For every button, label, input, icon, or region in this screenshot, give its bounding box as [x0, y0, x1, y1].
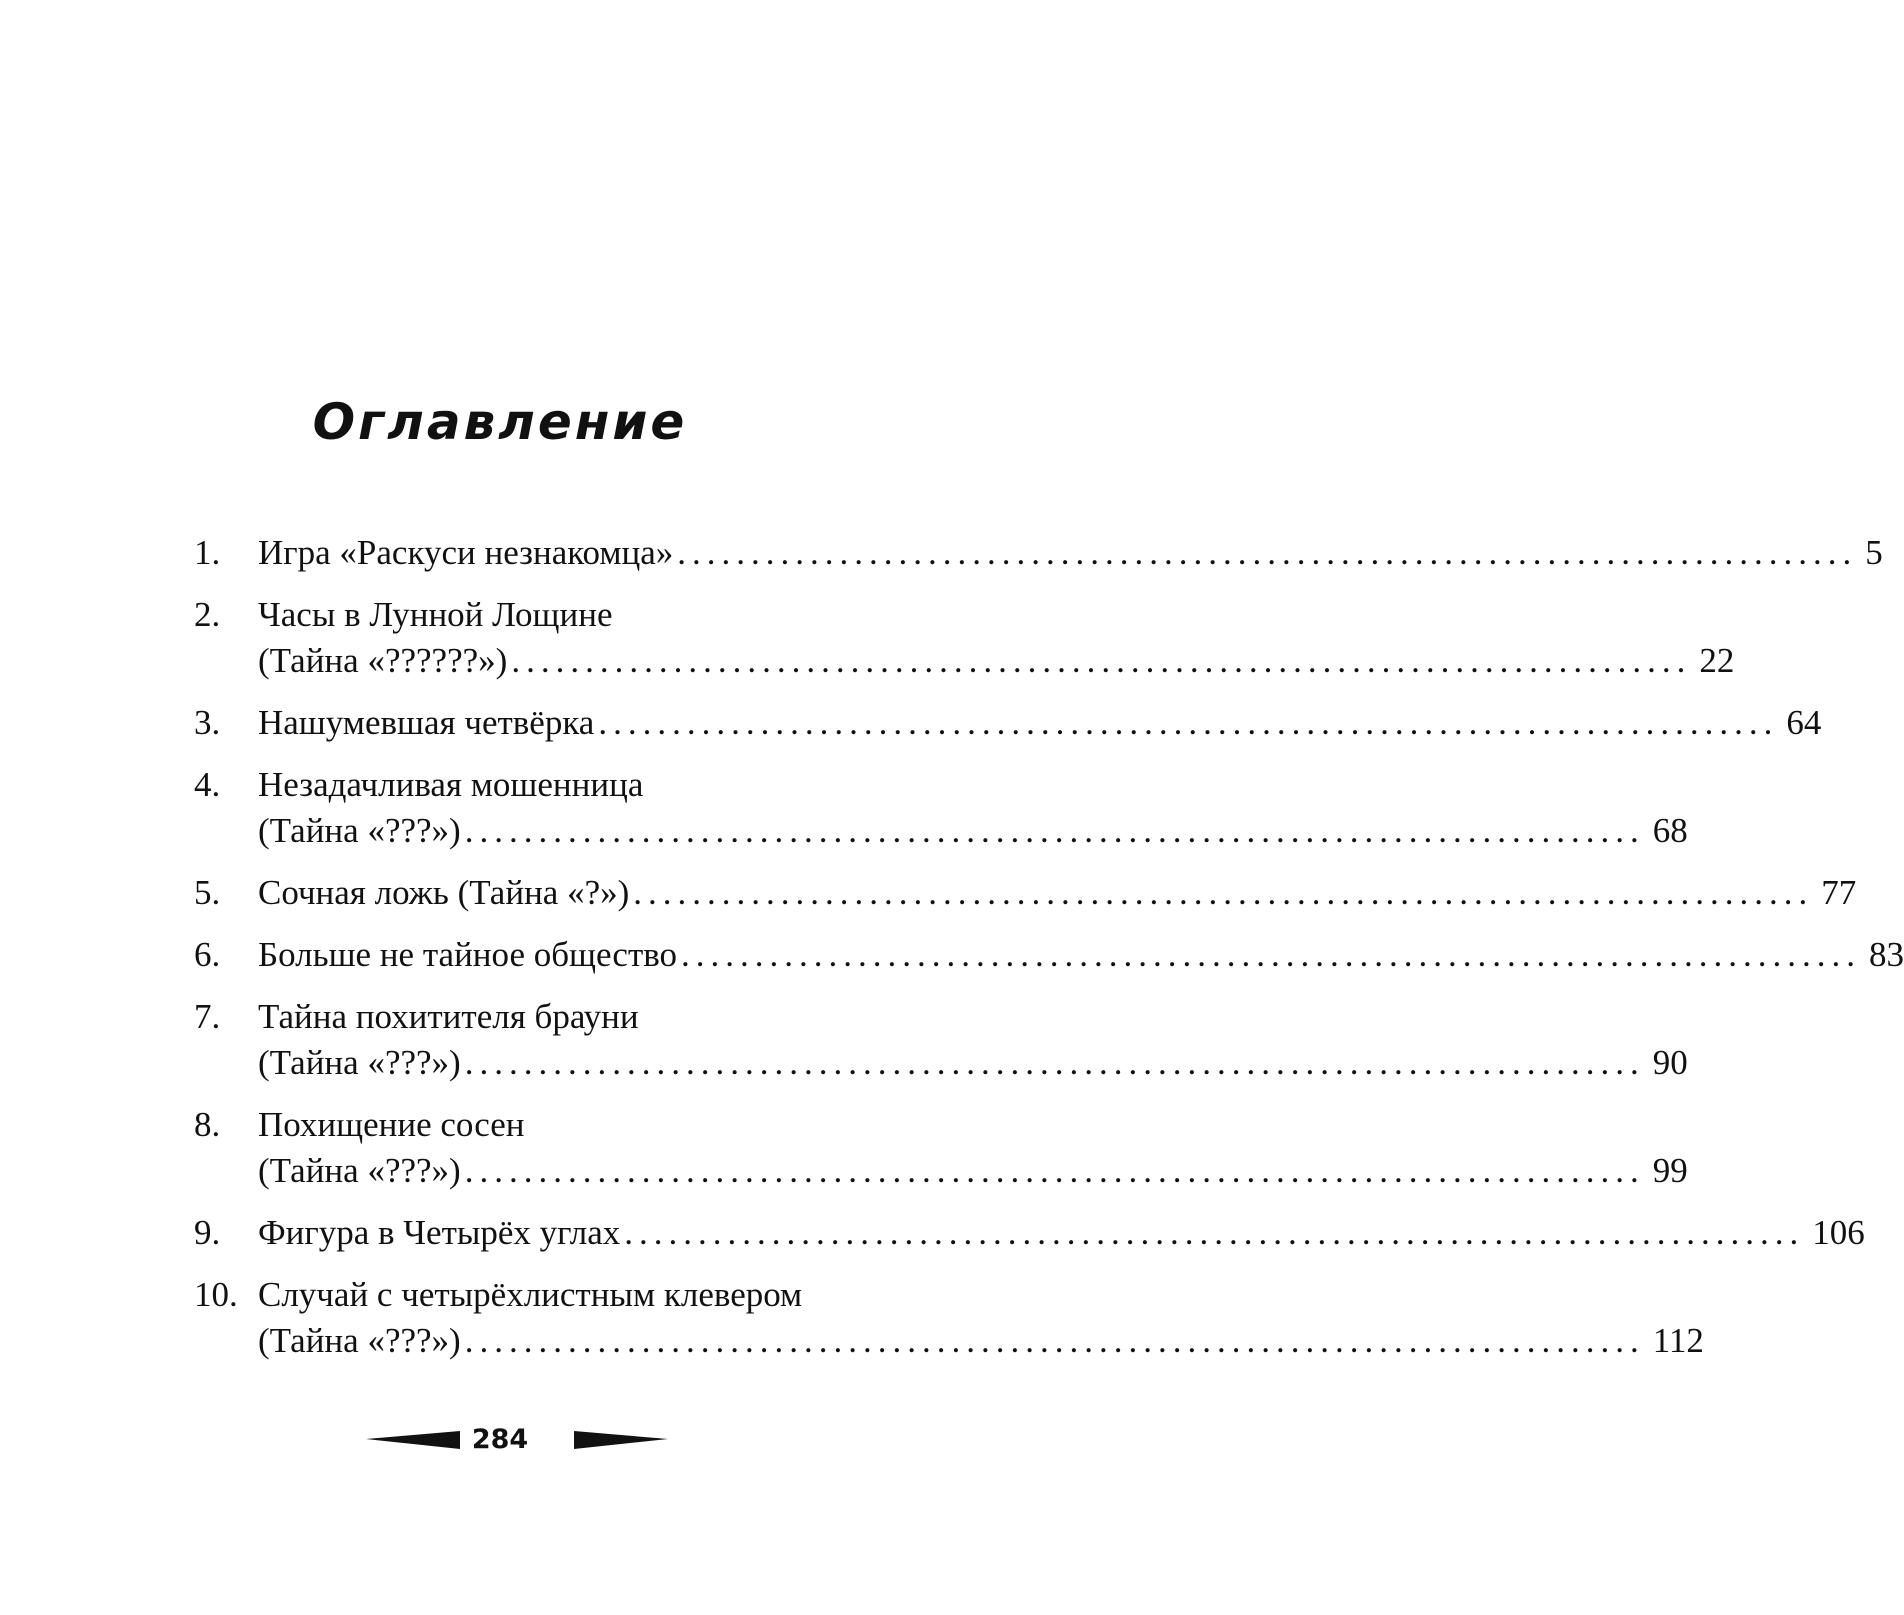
toc-entry-title: Случай с четырёхлистным клевером	[258, 1275, 803, 1314]
toc-entry-page: 90	[1652, 1043, 1688, 1082]
page-number: 284	[471, 1424, 529, 1455]
toc-entry-title: Игра «Раскуси незнакомца»	[258, 533, 674, 572]
dot-leader: ................................................................................	[624, 1213, 1805, 1252]
dot-leader: ................................................................................	[464, 811, 1645, 850]
toc-entry-line	[258, 994, 874, 1040]
toc-entry-title: Тайна похитителя брауни	[258, 997, 639, 1036]
toc-entry-page: 83	[1869, 935, 1904, 974]
toc-entry-line	[258, 638, 1735, 684]
toc-entry-title: Сочная ложь (Тайна «?»)	[258, 873, 630, 912]
dot-leader: ................................................................................	[464, 1151, 1645, 1190]
toc-entry-line	[258, 870, 1857, 916]
toc-entry-title: (Тайна «???»)	[258, 1321, 461, 1360]
page-title: Оглавление	[312, 393, 688, 451]
dot-leader: ................................................................................	[464, 1043, 1645, 1082]
toc-entry-page: 68	[1652, 811, 1688, 850]
toc-entry-page: 64	[1786, 703, 1822, 742]
toc-entry	[194, 1102, 1688, 1194]
toc-entry-page: 99	[1652, 1151, 1688, 1190]
toc-entry	[194, 870, 1857, 916]
toc-entry-line	[258, 808, 1688, 854]
toc-entry-number: 5.	[194, 873, 221, 912]
dot-leader: ................................................................................	[511, 641, 1692, 680]
toc-entry-page: 112	[1652, 1321, 1704, 1360]
toc-entry-line	[258, 932, 1904, 978]
toc-entry	[194, 530, 1883, 576]
dot-leader: ................................................................................	[681, 935, 1862, 974]
toc-entry-line	[258, 530, 1883, 576]
toc-entry-line	[258, 592, 874, 638]
page-footer	[0, 1420, 1000, 1460]
dot-leader: ................................................................................	[677, 533, 1858, 572]
toc-entry-number: 2.	[194, 595, 221, 634]
dot-leader: ................................................................................	[633, 873, 1814, 912]
toc-entry-title: (Тайна «??????»)	[258, 641, 508, 680]
toc-entry-number: 9.	[194, 1213, 221, 1252]
toc-entry	[194, 1272, 1704, 1364]
toc-entry-number: 7.	[194, 997, 221, 1036]
table-of-contents	[194, 530, 1904, 1380]
toc-entry-number: 10.	[194, 1275, 238, 1314]
dot-leader: ................................................................................	[464, 1321, 1645, 1360]
toc-entry-page: 77	[1821, 873, 1857, 912]
toc-entry	[194, 994, 1688, 1086]
right-ornament-icon	[574, 1431, 668, 1449]
toc-entry-number: 8.	[194, 1105, 221, 1144]
toc-entry-line	[258, 1272, 874, 1318]
toc-entry-page: 5	[1865, 533, 1883, 572]
toc-entry	[194, 1210, 1865, 1256]
toc-entry-number: 1.	[194, 533, 221, 572]
toc-entry-number: 3.	[194, 703, 221, 742]
toc-entry-title: Фигура в Четырёх углах	[258, 1213, 621, 1252]
toc-entry	[194, 592, 1735, 684]
toc-entry-line	[258, 1318, 1704, 1364]
toc-entry	[194, 700, 1822, 746]
toc-entry-title: Похищение сосен	[258, 1105, 525, 1144]
toc-entry-title: (Тайна «???»)	[258, 1043, 461, 1082]
dot-leader: ................................................................................	[598, 703, 1779, 742]
toc-entry-number: 4.	[194, 765, 221, 804]
toc-entry-page: 22	[1699, 641, 1735, 680]
toc-entry-line	[258, 700, 1822, 746]
toc-entry-line	[258, 1102, 874, 1148]
toc-entry-title: Незадачливая мошенница	[258, 765, 644, 804]
toc-entry-title: (Тайна «???»)	[258, 1151, 461, 1190]
toc-entry-line	[258, 1040, 1688, 1086]
toc-entry-page: 106	[1812, 1213, 1865, 1252]
toc-entry-line	[258, 1210, 1865, 1256]
toc-entry	[194, 932, 1904, 978]
toc-entry-line	[258, 1148, 1688, 1194]
toc-entry-title: Нашумевшая четвёрка	[258, 703, 595, 742]
toc-entry-line	[258, 762, 874, 808]
toc-entry	[194, 762, 1688, 854]
toc-entry-title: (Тайна «???»)	[258, 811, 461, 850]
toc-entry-title: Больше не тайное общество	[258, 935, 678, 974]
toc-entry-title: Часы в Лунной Лощине	[258, 595, 613, 634]
toc-entry-number: 6.	[194, 935, 221, 974]
